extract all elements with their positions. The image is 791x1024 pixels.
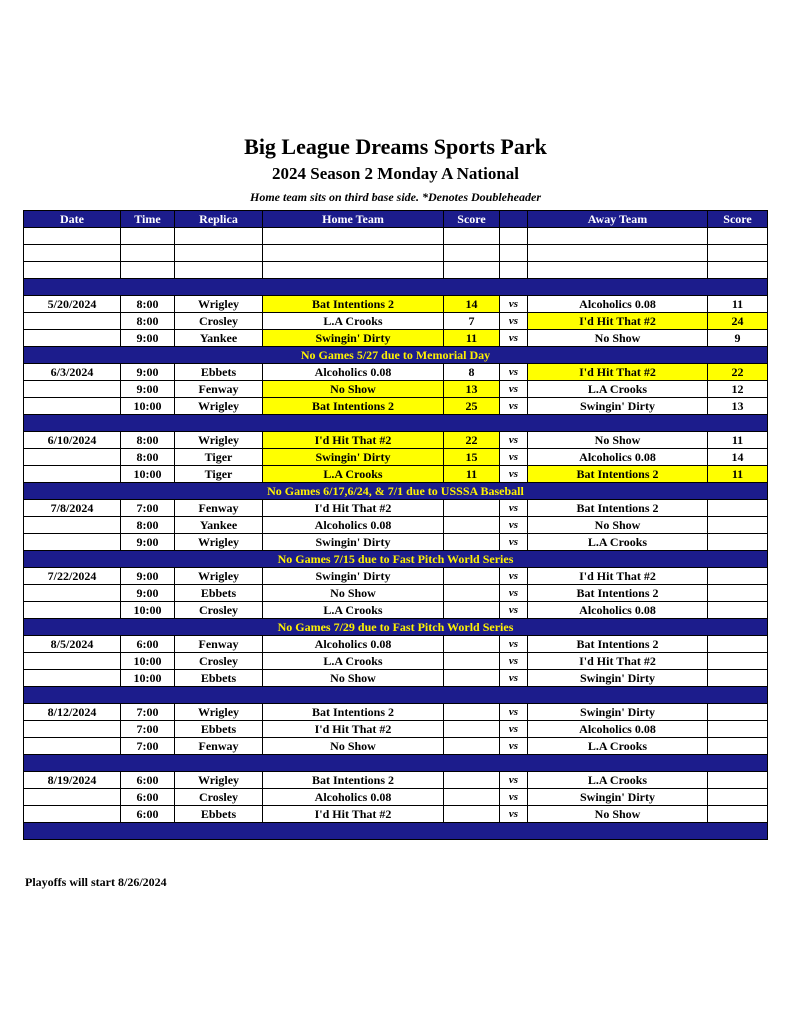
time-cell: 8:00 xyxy=(121,449,175,466)
away-team-cell: I'd Hit That #2 xyxy=(528,313,708,330)
away-score-cell xyxy=(708,704,768,721)
home-team-cell: L.A Crooks xyxy=(263,602,444,619)
date-cell xyxy=(24,653,121,670)
away-team-cell: Alcoholics 0.08 xyxy=(528,449,708,466)
replica-cell: Crosley xyxy=(175,653,263,670)
home-team-cell: No Show xyxy=(263,738,444,755)
replica-cell: Fenway xyxy=(175,381,263,398)
game-row xyxy=(24,398,768,415)
game-row xyxy=(24,432,768,449)
away-score-cell xyxy=(708,806,768,823)
home-score-cell xyxy=(444,704,500,721)
vs-cell: vs xyxy=(500,500,528,517)
notice-band-text: No Games 6/17,6/24, & 7/1 due to USSSA Baseball xyxy=(24,483,768,500)
game-row xyxy=(24,449,768,466)
home-team-cell: Swingin' Dirty xyxy=(263,568,444,585)
game-row xyxy=(24,789,768,806)
blank-cell xyxy=(528,262,708,279)
home-team-cell: Alcoholics 0.08 xyxy=(263,364,444,381)
replica-cell: Ebbets xyxy=(175,670,263,687)
date-cell: 7/8/2024 xyxy=(24,500,121,517)
home-team-cell: No Show xyxy=(263,670,444,687)
time-cell: 6:00 xyxy=(121,636,175,653)
home-score-cell xyxy=(444,738,500,755)
vs-cell: vs xyxy=(500,466,528,483)
game-row xyxy=(24,534,768,551)
replica-cell: Wrigley xyxy=(175,568,263,585)
home-team-cell: Bat Intentions 2 xyxy=(263,296,444,313)
vs-cell: vs xyxy=(500,330,528,347)
away-score-cell xyxy=(708,653,768,670)
away-team-cell: L.A Crooks xyxy=(528,534,708,551)
notice-band-text xyxy=(24,823,768,840)
time-cell: 7:00 xyxy=(121,704,175,721)
away-score-cell: 11 xyxy=(708,466,768,483)
time-cell: 9:00 xyxy=(121,585,175,602)
blank-row xyxy=(24,228,768,245)
away-score-cell: 13 xyxy=(708,398,768,415)
vs-cell: vs xyxy=(500,432,528,449)
game-row xyxy=(24,670,768,687)
game-row xyxy=(24,806,768,823)
vs-cell: vs xyxy=(500,721,528,738)
away-score-cell xyxy=(708,517,768,534)
home-team-cell: No Show xyxy=(263,381,444,398)
notice-band-row xyxy=(24,347,768,364)
game-row xyxy=(24,517,768,534)
game-row xyxy=(24,568,768,585)
time-cell: 10:00 xyxy=(121,653,175,670)
blank-cell xyxy=(444,262,500,279)
schedule-table xyxy=(23,210,768,840)
game-row xyxy=(24,602,768,619)
date-cell xyxy=(24,398,121,415)
col-header-replica: Replica xyxy=(175,211,263,228)
blank-row xyxy=(24,245,768,262)
away-score-cell: 22 xyxy=(708,364,768,381)
home-team-cell: L.A Crooks xyxy=(263,653,444,670)
away-team-cell: L.A Crooks xyxy=(528,772,708,789)
away-team-cell: Alcoholics 0.08 xyxy=(528,296,708,313)
home-score-cell xyxy=(444,602,500,619)
notice-band-row xyxy=(24,687,768,704)
home-score-cell xyxy=(444,636,500,653)
col-header-home-team: Home Team xyxy=(263,211,444,228)
blank-cell xyxy=(444,245,500,262)
game-row xyxy=(24,330,768,347)
home-team-cell: L.A Crooks xyxy=(263,466,444,483)
home-team-cell: I'd Hit That #2 xyxy=(263,721,444,738)
date-cell xyxy=(24,721,121,738)
away-team-cell: Swingin' Dirty xyxy=(528,704,708,721)
blank-cell xyxy=(500,262,528,279)
game-row xyxy=(24,500,768,517)
home-score-cell: 14 xyxy=(444,296,500,313)
home-score-cell xyxy=(444,806,500,823)
notice-band-row xyxy=(24,619,768,636)
game-row xyxy=(24,313,768,330)
away-team-cell: L.A Crooks xyxy=(528,381,708,398)
time-cell: 6:00 xyxy=(121,806,175,823)
blank-cell xyxy=(175,245,263,262)
away-team-cell: L.A Crooks xyxy=(528,738,708,755)
away-score-cell: 12 xyxy=(708,381,768,398)
home-score-cell: 15 xyxy=(444,449,500,466)
notice-band-row xyxy=(24,823,768,840)
away-team-cell: Swingin' Dirty xyxy=(528,670,708,687)
notice-band-row xyxy=(24,755,768,772)
page-note: Home team sits on third base side. *Denotes Doubleheader xyxy=(250,190,541,204)
notice-band-text: No Games 7/15 due to Fast Pitch World Series xyxy=(24,551,768,568)
game-row xyxy=(24,585,768,602)
replica-cell: Wrigley xyxy=(175,398,263,415)
home-score-cell xyxy=(444,772,500,789)
date-cell xyxy=(24,313,121,330)
home-score-cell xyxy=(444,789,500,806)
vs-cell: vs xyxy=(500,738,528,755)
vs-cell: vs xyxy=(500,670,528,687)
vs-cell: vs xyxy=(500,313,528,330)
time-cell: 9:00 xyxy=(121,381,175,398)
away-team-cell: No Show xyxy=(528,432,708,449)
game-row xyxy=(24,653,768,670)
away-score-cell xyxy=(708,568,768,585)
away-score-cell xyxy=(708,602,768,619)
date-cell: 8/5/2024 xyxy=(24,636,121,653)
blank-cell xyxy=(528,228,708,245)
date-cell xyxy=(24,449,121,466)
home-team-cell: Swingin' Dirty xyxy=(263,449,444,466)
vs-cell: vs xyxy=(500,364,528,381)
date-cell xyxy=(24,466,121,483)
notice-band-row xyxy=(24,483,768,500)
time-cell: 7:00 xyxy=(121,738,175,755)
away-score-cell xyxy=(708,585,768,602)
time-cell: 8:00 xyxy=(121,296,175,313)
replica-cell: Wrigley xyxy=(175,704,263,721)
vs-cell: vs xyxy=(500,449,528,466)
vs-cell: vs xyxy=(500,296,528,313)
col-header-away-team: Away Team xyxy=(528,211,708,228)
away-score-cell: 9 xyxy=(708,330,768,347)
home-score-cell xyxy=(444,534,500,551)
away-score-cell xyxy=(708,738,768,755)
notice-band-text xyxy=(24,279,768,296)
home-team-cell: Bat Intentions 2 xyxy=(263,772,444,789)
replica-cell: Yankee xyxy=(175,330,263,347)
replica-cell: Yankee xyxy=(175,517,263,534)
vs-cell: vs xyxy=(500,653,528,670)
replica-cell: Fenway xyxy=(175,636,263,653)
vs-cell: vs xyxy=(500,568,528,585)
away-score-cell xyxy=(708,721,768,738)
replica-cell: Wrigley xyxy=(175,534,263,551)
time-cell: 9:00 xyxy=(121,364,175,381)
date-cell xyxy=(24,517,121,534)
away-team-cell: I'd Hit That #2 xyxy=(528,653,708,670)
blank-cell xyxy=(263,228,444,245)
time-cell: 9:00 xyxy=(121,568,175,585)
home-team-cell: Alcoholics 0.08 xyxy=(263,517,444,534)
footer-note: Playoffs will start 8/26/2024 xyxy=(25,875,167,889)
game-row xyxy=(24,466,768,483)
notice-band-text xyxy=(24,755,768,772)
page-subtitle: 2024 Season 2 Monday A National xyxy=(271,164,519,183)
away-team-cell: No Show xyxy=(528,517,708,534)
notice-band-text xyxy=(24,687,768,704)
away-score-cell xyxy=(708,789,768,806)
blank-row xyxy=(24,262,768,279)
home-team-cell: I'd Hit That #2 xyxy=(263,432,444,449)
game-row xyxy=(24,704,768,721)
date-cell xyxy=(24,806,121,823)
date-cell: 8/19/2024 xyxy=(24,772,121,789)
time-cell: 10:00 xyxy=(121,466,175,483)
blank-cell xyxy=(175,228,263,245)
home-team-cell: Swingin' Dirty xyxy=(263,534,444,551)
blank-cell xyxy=(708,228,768,245)
vs-cell: vs xyxy=(500,585,528,602)
game-row xyxy=(24,636,768,653)
col-header-home-score: Score xyxy=(444,211,500,228)
date-cell xyxy=(24,670,121,687)
notice-band-row xyxy=(24,551,768,568)
game-row xyxy=(24,296,768,313)
away-team-cell: Alcoholics 0.08 xyxy=(528,721,708,738)
blank-cell xyxy=(121,245,175,262)
home-team-cell: Bat Intentions 2 xyxy=(263,704,444,721)
blank-cell xyxy=(121,262,175,279)
date-cell xyxy=(24,602,121,619)
vs-cell: vs xyxy=(500,398,528,415)
vs-cell: vs xyxy=(500,772,528,789)
blank-cell xyxy=(263,245,444,262)
blank-cell xyxy=(24,228,121,245)
home-team-cell: I'd Hit That #2 xyxy=(263,500,444,517)
away-score-cell: 11 xyxy=(708,296,768,313)
home-score-cell xyxy=(444,585,500,602)
vs-cell: vs xyxy=(500,517,528,534)
game-row xyxy=(24,738,768,755)
time-cell: 10:00 xyxy=(121,602,175,619)
time-cell: 8:00 xyxy=(121,517,175,534)
date-cell xyxy=(24,381,121,398)
date-cell: 5/20/2024 xyxy=(24,296,121,313)
home-score-cell xyxy=(444,517,500,534)
col-header-date: Date xyxy=(24,211,121,228)
home-score-cell xyxy=(444,721,500,738)
game-row xyxy=(24,381,768,398)
home-score-cell xyxy=(444,670,500,687)
date-cell: 6/10/2024 xyxy=(24,432,121,449)
blank-cell xyxy=(500,228,528,245)
replica-cell: Crosley xyxy=(175,789,263,806)
away-score-cell xyxy=(708,636,768,653)
blank-cell xyxy=(263,262,444,279)
replica-cell: Wrigley xyxy=(175,296,263,313)
away-team-cell: No Show xyxy=(528,330,708,347)
away-team-cell: Bat Intentions 2 xyxy=(528,636,708,653)
blank-cell xyxy=(24,245,121,262)
col-header-time: Time xyxy=(121,211,175,228)
game-row xyxy=(24,721,768,738)
away-team-cell: Bat Intentions 2 xyxy=(528,466,708,483)
home-team-cell: I'd Hit That #2 xyxy=(263,806,444,823)
notice-band-text: No Games 5/27 due to Memorial Day xyxy=(24,347,768,364)
notice-band-text xyxy=(24,415,768,432)
blank-cell xyxy=(444,228,500,245)
date-cell xyxy=(24,330,121,347)
away-team-cell: I'd Hit That #2 xyxy=(528,568,708,585)
time-cell: 10:00 xyxy=(121,670,175,687)
home-score-cell xyxy=(444,568,500,585)
time-cell: 6:00 xyxy=(121,772,175,789)
away-team-cell: Bat Intentions 2 xyxy=(528,585,708,602)
time-cell: 9:00 xyxy=(121,330,175,347)
replica-cell: Wrigley xyxy=(175,772,263,789)
home-team-cell: Swingin' Dirty xyxy=(263,330,444,347)
away-team-cell: Alcoholics 0.08 xyxy=(528,602,708,619)
vs-cell: vs xyxy=(500,602,528,619)
home-team-cell: Bat Intentions 2 xyxy=(263,398,444,415)
blank-cell xyxy=(175,262,263,279)
date-cell: 8/12/2024 xyxy=(24,704,121,721)
col-header-vs xyxy=(500,211,528,228)
replica-cell: Fenway xyxy=(175,500,263,517)
schedule-body xyxy=(24,228,768,840)
blank-cell xyxy=(500,245,528,262)
home-score-cell xyxy=(444,500,500,517)
home-score-cell: 25 xyxy=(444,398,500,415)
blank-cell xyxy=(24,262,121,279)
replica-cell: Ebbets xyxy=(175,585,263,602)
away-team-cell: Bat Intentions 2 xyxy=(528,500,708,517)
time-cell: 8:00 xyxy=(121,432,175,449)
time-cell: 7:00 xyxy=(121,500,175,517)
home-score-cell: 7 xyxy=(444,313,500,330)
home-team-cell: No Show xyxy=(263,585,444,602)
date-cell xyxy=(24,738,121,755)
away-team-cell: I'd Hit That #2 xyxy=(528,364,708,381)
home-team-cell: L.A Crooks xyxy=(263,313,444,330)
blank-cell xyxy=(708,245,768,262)
home-team-cell: Alcoholics 0.08 xyxy=(263,636,444,653)
vs-cell: vs xyxy=(500,534,528,551)
home-score-cell: 13 xyxy=(444,381,500,398)
away-score-cell xyxy=(708,772,768,789)
away-score-cell: 24 xyxy=(708,313,768,330)
table-header-row xyxy=(24,211,768,228)
vs-cell: vs xyxy=(500,704,528,721)
page-title: Big League Dreams Sports Park xyxy=(244,134,547,159)
notice-band-row xyxy=(24,415,768,432)
away-score-cell: 11 xyxy=(708,432,768,449)
home-team-cell: Alcoholics 0.08 xyxy=(263,789,444,806)
date-cell: 6/3/2024 xyxy=(24,364,121,381)
blank-cell xyxy=(708,262,768,279)
notice-band-row xyxy=(24,279,768,296)
game-row xyxy=(24,772,768,789)
date-cell: 7/22/2024 xyxy=(24,568,121,585)
away-team-cell: Swingin' Dirty xyxy=(528,789,708,806)
col-header-away-score: Score xyxy=(708,211,768,228)
date-cell xyxy=(24,789,121,806)
away-score-cell xyxy=(708,670,768,687)
blank-cell xyxy=(528,245,708,262)
replica-cell: Tiger xyxy=(175,449,263,466)
vs-cell: vs xyxy=(500,789,528,806)
replica-cell: Ebbets xyxy=(175,364,263,381)
away-team-cell: Swingin' Dirty xyxy=(528,398,708,415)
time-cell: 10:00 xyxy=(121,398,175,415)
home-score-cell xyxy=(444,653,500,670)
replica-cell: Wrigley xyxy=(175,432,263,449)
away-team-cell: No Show xyxy=(528,806,708,823)
time-cell: 9:00 xyxy=(121,534,175,551)
time-cell: 7:00 xyxy=(121,721,175,738)
vs-cell: vs xyxy=(500,636,528,653)
away-score-cell xyxy=(708,500,768,517)
date-cell xyxy=(24,534,121,551)
away-score-cell: 14 xyxy=(708,449,768,466)
replica-cell: Crosley xyxy=(175,313,263,330)
replica-cell: Crosley xyxy=(175,602,263,619)
home-score-cell: 11 xyxy=(444,330,500,347)
game-row xyxy=(24,364,768,381)
vs-cell: vs xyxy=(500,381,528,398)
home-score-cell: 8 xyxy=(444,364,500,381)
replica-cell: Ebbets xyxy=(175,806,263,823)
away-score-cell xyxy=(708,534,768,551)
blank-cell xyxy=(121,228,175,245)
time-cell: 8:00 xyxy=(121,313,175,330)
vs-cell: vs xyxy=(500,806,528,823)
replica-cell: Ebbets xyxy=(175,721,263,738)
home-score-cell: 11 xyxy=(444,466,500,483)
home-score-cell: 22 xyxy=(444,432,500,449)
time-cell: 6:00 xyxy=(121,789,175,806)
notice-band-text: No Games 7/29 due to Fast Pitch World Series xyxy=(24,619,768,636)
replica-cell: Tiger xyxy=(175,466,263,483)
replica-cell: Fenway xyxy=(175,738,263,755)
date-cell xyxy=(24,585,121,602)
